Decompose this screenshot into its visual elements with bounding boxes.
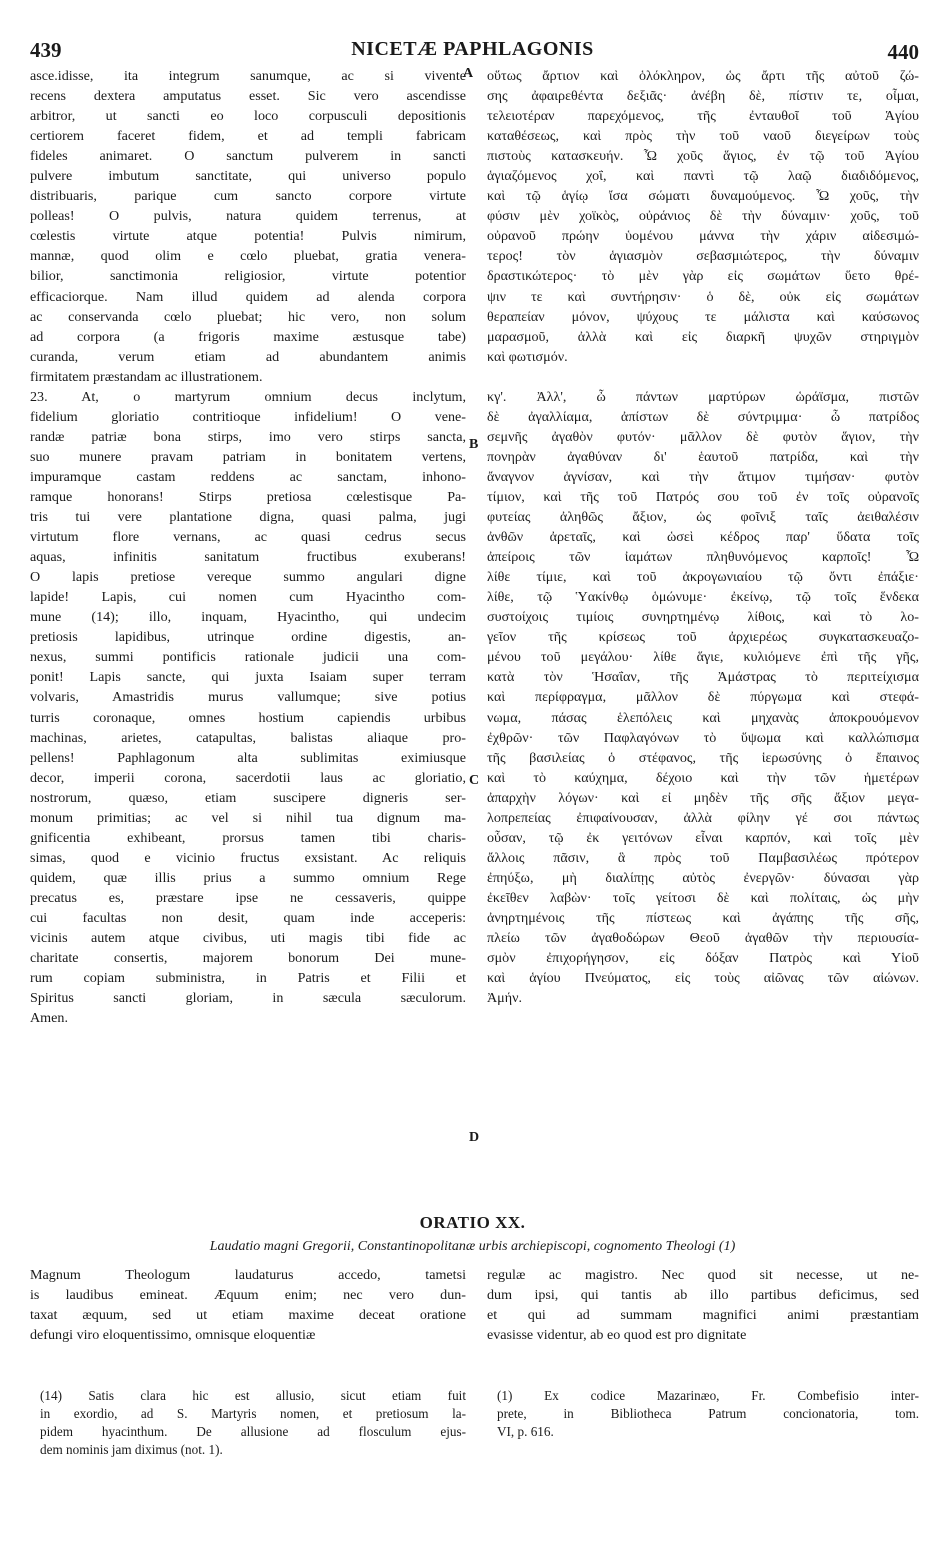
footnote-line: pidem hyacinthum. De allusione ad flosculum ejus- — [40, 1424, 466, 1439]
text-line: virtutum flore vernans, ac quasi cedrus secus — [30, 529, 466, 546]
text-line: πλείω τῶν ἀγαθοδώρων Θεοῦ ἀγαθῶν τὴν περιουσία- — [487, 930, 919, 947]
text-line: λίθε, τῷ Ὑακίνθῳ ὁμώνυμε· ἐκείνῳ, τῷ τοῖς ἕνδεκα — [487, 589, 919, 606]
oratio-title: ORATIO XX. — [419, 1213, 526, 1232]
text-line: σεμνῆς ἀγαθὸν φυτόν· μᾶλλον δὲ φυτὸν ἅγιον, τὴν — [487, 428, 919, 445]
text-line: ἐπηύξω, μὴ διαλίπῃς αὐτὸς ἐνεργῶν· δύνασαι γὰρ — [487, 869, 919, 886]
oratio-subtitle: Laudatio magni Gregorii, Constantinopolitanæ urbis archiepiscopi, cognomento Theologi (1) — [209, 1239, 736, 1254]
text-line: καὶ περίφραγμα, μᾶλλον δὲ πύργωμα καὶ στεφά- — [487, 689, 919, 706]
footnote-1 — [497, 1387, 919, 1441]
text-line: ἄναγνον ἁγνίσαν, καὶ τὴν ἄτιμον τιμήσαν· φυτὸν — [487, 468, 919, 485]
text-line: ac conservanda cœlo pluebat; hic vero, non solum — [30, 308, 466, 325]
text-line: Magnum Theologum laudaturus accedo, tametsi — [30, 1267, 466, 1283]
text-line: polleas! O pulvis, natura quidem terrenus, at — [30, 208, 466, 225]
text-line: οὕτως ἄρτιον καὶ ὁλόκληρον, ὡς ἄρτι τῆς αὐτοῦ ζώ- — [487, 68, 919, 84]
oratio-latin-continuation — [487, 1265, 919, 1345]
text-line: ad corpora (a frigoris maxime æstusque tabe) — [30, 328, 466, 345]
text-line: καὶ ἁγίου Πνεύματος, εἰς τοὺς αἰῶνας τῶν αἰώνων. — [487, 970, 919, 987]
running-title: NICETÆ PAPHLAGONIS — [351, 38, 594, 60]
text-line: δραστικώτερος· τὸ μὲν γὰρ εἰς σωμάτων ὕετο θρέ- — [487, 268, 919, 285]
text-line: σμὸν ἐπιχορήγησον, εἰς δόξαν Πατρὸς καὶ Υἱοῦ — [487, 950, 919, 967]
text-line — [487, 367, 919, 387]
text-line: καὶ τὸ καύχημα, δέχοιο καὶ τὴν τῶν ἡμετέρων — [487, 769, 919, 786]
footnote-line: (1) Ex codice Mazarinæo, Fr. Combefisio inter- — [497, 1388, 919, 1403]
text-line: regulæ ac magistro. Nec quod sit necesse, ut ne- — [487, 1267, 919, 1283]
text-line: ponit! Lapis sancte, qui juxta Isaiam super terram — [30, 669, 466, 686]
text-line: ramque honorans! Stirps pretiosa cœlestisque Pa- — [30, 488, 466, 505]
text-line: πονηρὰν ἀγαθύναν δι' ἑαυτοῦ πατρίδα, καὶ τὴν — [487, 448, 919, 465]
text-line: randæ patriæ bona stirps, imo vero stirps sancta, — [30, 428, 466, 445]
text-line: γεῖον τῆς κρίσεως τοῦ ἀρχιερέως συγκατασκευαζο- — [487, 629, 919, 646]
greek-column — [487, 66, 919, 1008]
text-line: mune (14); illo, inquam, Hyacintho, qui undecim — [30, 609, 466, 626]
text-line: fidelium gloriatio contritioque infidelium! O vene- — [30, 408, 466, 425]
text-line: φύσιν μὲν χοϊκὸς, οὐράνιος δὲ τὴν δύναμιν· χοῦς, τοῦ — [487, 208, 919, 225]
text-line: nostrorum, quæso, etiam suscipere digneris ser- — [30, 789, 466, 806]
text-line: recens dextera amputatus esset. Sic vero ascendisse — [30, 88, 466, 105]
gutter-marker-a: A — [463, 66, 474, 81]
text-line: λοπρεπείας ἐπιφαίνουσαν, ἀλλὰ φίλην γέ σοι πάντως — [487, 809, 919, 826]
text-line: θεραπείαν μόνον, ψύχους τε μάλιστα καὶ καύσωνος — [487, 308, 919, 325]
text-line: precatus es, præstare ipse ne cessaveris, quippe — [30, 889, 466, 906]
footnote-line: dem nominis jam diximus (not. 1). — [40, 1442, 223, 1457]
text-line: πιστοὺς κατασκευήν. Ὦ χοῦς ἅγιος, ἐν τῷ τοῦ Ἁγίου — [487, 148, 919, 165]
text-line: bilior, sanctimonia religiosior, virtute potentior — [30, 268, 466, 285]
text-line: καὶ φωτισμόν. — [487, 348, 568, 365]
text-line: nexus, summi pontificis rationale judicii una com- — [30, 649, 466, 666]
text-line: gnificentia exhibeant, prorsus tamen tibi charis- — [30, 829, 466, 846]
text-line: distribuaris, parique cum sancto corpore virtute — [30, 188, 466, 205]
text-line: simas, quod e vicinio fructus exsistant. Ac reliquis — [30, 849, 466, 866]
footnote-line: VI, p. 616. — [497, 1424, 554, 1439]
text-line: efficaciorque. Nam illud quidem ad alenda corpora — [30, 288, 466, 305]
text-line: pulvere imbutum sanctitate, qui universo populo — [30, 168, 466, 185]
oratio-latin-opening — [30, 1265, 466, 1345]
text-line: καὶ τῷ ἁγίῳ ἴσα σώματι δυναμούμενος. Ὦ χοῦς, τὴν — [487, 188, 919, 205]
text-line: τῆς βασιλείας ὁ στέφανος, τῆς ἱερωσύνης ὁ ἔπαινος — [487, 749, 919, 766]
text-line: dum ipsi, qui tantis ab illo partibus deficimus, sed — [487, 1287, 919, 1303]
text-line: curanda, verum etiam ad abundantem animis — [30, 348, 466, 365]
text-line: καταθέσεως, καὶ πρὸς τὴν τοῦ ναοῦ διεγείρων τοὺς — [487, 128, 919, 145]
text-line: συστοίχοις τιμίοις συνηρτημένῳ λίθοις, καὶ τὸ λο- — [487, 609, 919, 626]
text-line: ἁγιαζόμενος χοΐ, καὶ παντὶ τῷ λαῷ διαδιδόμενος, — [487, 168, 919, 185]
text-line: μαρασμοῦ, ἀλλὰ καὶ εἰς διαρκῆ ψυχῶν στηριγμὸν — [487, 328, 919, 345]
text-line: tris tui vere plantatione digna, quasi palma, jugi — [30, 509, 466, 526]
text-line: turris coronaque, omnes hostium capiendis urbibus — [30, 709, 466, 726]
text-line: τίμιον, καὶ τῆς τοῦ Πατρός σου τοῦ ἐν τοῖς οὐρανοῖς — [487, 488, 919, 505]
gutter-marker-c: C — [469, 773, 480, 788]
text-line: evasisse videntur, ab eo quod est pro dignitate — [487, 1327, 747, 1343]
text-line: is laudibus emineat. Æquum enim; nec vero dun- — [30, 1287, 466, 1303]
text-line: Ἀμήν. — [487, 990, 523, 1007]
latin-column — [30, 66, 466, 1028]
text-line: firmitatem præstandam ac illustrationem. — [30, 368, 263, 385]
text-line: ἄλλοις πᾶσιν, ἃ πρὸς τοῦ Παμβασιλέως πρότερον — [487, 849, 919, 866]
text-line: Spiritus sancti gloriam, in sæcula sæculorum. — [30, 990, 466, 1007]
text-line: Amen. — [30, 1010, 68, 1027]
text-line: cui facultas non desit, quam inde acceperis: — [30, 909, 466, 926]
text-line: pretiosis lapidibus, utrinque ordine digestis, an- — [30, 629, 466, 646]
footnote-14 — [40, 1387, 466, 1459]
text-line: cœlestis virtute atque potentia! Pulvis nimirum, — [30, 228, 466, 245]
text-line: φυτείας ἀληθῶς ἄξιον, ὡς φοῖνιξ ταῖς ἀειθαλέσιν — [487, 509, 919, 526]
footnote-line: (14) Satis clara hic est allusio, sicut etiam fuit — [40, 1388, 466, 1403]
text-line: pellens! Paphlagonum alta sublimitas eximiusque — [30, 749, 466, 766]
text-line: ἀπείροις τῶν ἰαμάτων πληθυνόμενος καρποῖς! Ὦ — [487, 549, 919, 566]
text-line: τελειοτέραν παρεχόμενος, τῆς ἐνταυθοῖ τοῦ Ἁγίου — [487, 108, 919, 125]
text-line: ἀπαρχὴν λόγων· καὶ εἰ μηδὲν τῆς σῆς ἄξιον μεγα- — [487, 789, 919, 806]
text-line: rum copiam subministra, in Patris et Filii et — [30, 970, 466, 987]
text-line: 23. At, o martyrum omnium decus inclytum, — [30, 388, 466, 405]
text-line: et qui ad summam magnifici animi præstantiam — [487, 1307, 919, 1323]
gutter-marker-d: D — [469, 1130, 480, 1145]
text-line: lapide! Lapis, cui nomen cum Hyacintho com- — [30, 589, 466, 606]
text-line: κγ'. Ἀλλ', ὦ πάντων μαρτύρων ὡράϊσμα, πιστῶν — [487, 388, 919, 405]
text-line: ἐκεῖθεν λαβὼν· τοῖς γείτοσι δὲ καὶ πολίταις, ὡς μὴν — [487, 889, 919, 906]
text-line: οὐρανοῦ πρώην ὑομένου μάννα τὴν χάριν αἰδεσιμώ- — [487, 228, 919, 245]
right-page-number: 440 — [887, 40, 919, 64]
text-line: mannæ, quod olim e cœlo pluebat, gratia venera- — [30, 248, 466, 265]
text-line: machinas, arietes, catapultas, balistas aliaque pro- — [30, 729, 466, 746]
text-line: suo munere pravam patriam in bonitatem vertens, — [30, 448, 466, 465]
text-line: ἀνηρτημένοις τῆς πίστεως καὶ ἀγάπης τῆς σῆς, — [487, 909, 919, 926]
text-line: taxat æquum, sed ut etiam maxime deceat oratione — [30, 1307, 466, 1323]
text-line: ἀνθῶν ἀρεταῖς, καὶ ὡσεὶ κέδρος παρ' ὕδατα τοῖς — [487, 529, 919, 546]
text-line: quidem, quæ illis prius a summo omnium Rege — [30, 869, 466, 886]
text-line: aquas, infinitis sanitatum fructibus exuberans! — [30, 549, 466, 566]
text-line: decor, imperii corona, sacerdotii laus ac gloriatio, — [30, 769, 466, 786]
text-line: impuramque castam reddens ac sanctam, inhono- — [30, 468, 466, 485]
text-line: vicinis autem atque civibus, uti magis tibi fide ac — [30, 930, 466, 947]
text-line: volvaris, Amastridis murus vallumque; sive potius — [30, 689, 466, 706]
text-line: fideles animaret. O sanctum pulverem in sancti — [30, 148, 466, 165]
text-line: ψιν τε καὶ συντήρησιν· ὁ δὲ, οὐκ εἰς σωμάτων — [487, 288, 919, 305]
text-line: λίθε τίμιε, καὶ τοῦ ἀκρογωνιαίου τῷ ὄντι ἐπάξιε· — [487, 569, 919, 586]
text-line: arbitror, ut sancti eo loco corpusculi depositionis — [30, 108, 466, 125]
footnote-line: prete, in Bibliotheca Patrum concionatoria, tom. — [497, 1406, 919, 1421]
text-line: defungi viro eloquentissimo, omnisque eloquentiæ — [30, 1327, 316, 1343]
text-line: κατὰ τὸν Ἡσαΐαν, τῆς Ἀμάστρας τὸ περιτείχισμα — [487, 669, 919, 686]
text-line: σης ἀφαιρεθέντα δεξιᾶς· ἀνέβη δὲ, πίστιν τε, οἶμαι, — [487, 88, 919, 105]
text-line: μένου τοῦ μεγάλου· λίθε ἅγιε, κυλιόμενε ἐπὶ τῆς γῆς, — [487, 649, 919, 666]
footnote-line: in exordio, ad S. Martyris nomen, et pretiosum la- — [40, 1406, 466, 1421]
text-line: νωμα, πάσας ἑλεπόλεις καὶ μηχανὰς ἀποκρουόμενον — [487, 709, 919, 726]
text-line: τερος! τὸν ἁγιασμὸν σεβασμιώτερος, τὴν δύναμιν — [487, 248, 919, 265]
gutter-marker-b: B — [469, 437, 479, 452]
text-line: O lapis pretiose vereque summo angulari digne — [30, 569, 466, 586]
text-line: ἐχθρῶν· τῶν Παφλαγόνων τὸ ὕψωμα καὶ καλλώπισμα — [487, 729, 919, 746]
text-line: δὲ ἀγαλλίαμα, ἀπίστων δὲ σύντριμμα· ὦ πατρίδος — [487, 408, 919, 425]
text-line: charitate consertis, majorem bonorum Dei mune- — [30, 950, 466, 967]
text-line: οὖσαν, τῷ ἐκ γειτόνων εἶναι καρπόν, καὶ τοῖς μὲν — [487, 829, 919, 846]
text-line: certiorem faceret fidem, et ad templi fabricam — [30, 128, 466, 145]
text-line: asce.idisse, ita integrum sanumque, ac si vivente — [30, 68, 466, 84]
left-page-number: 439 — [30, 38, 62, 62]
text-line: monum primitias; ac vel si nihil tua dignum ma- — [30, 809, 466, 826]
